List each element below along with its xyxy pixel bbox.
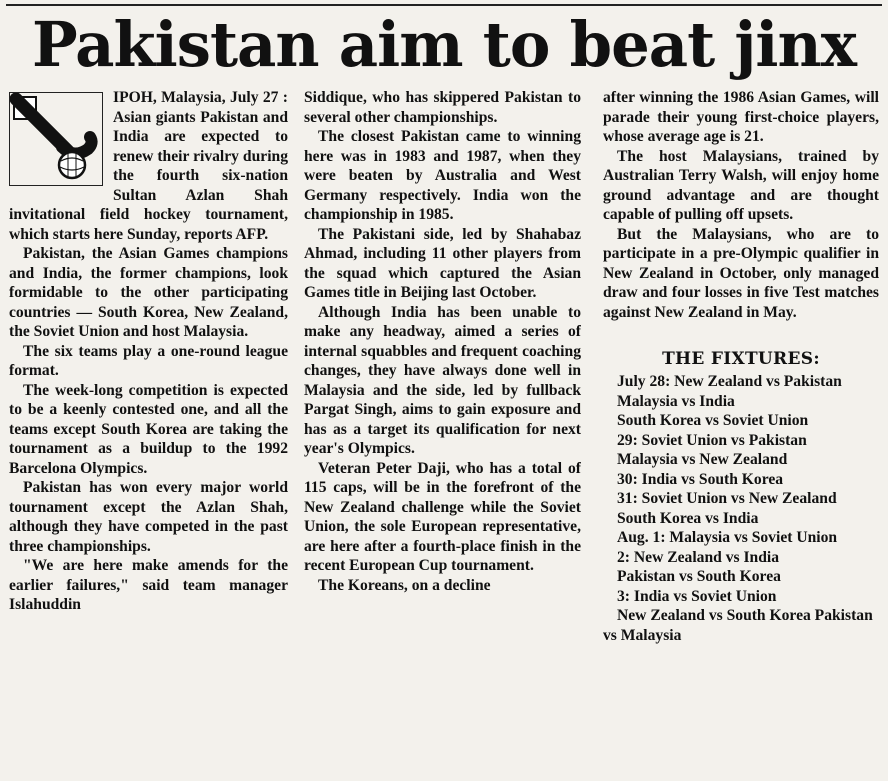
article-column-3 [603, 88, 879, 781]
fixtures-title: THE FIXTURES: [662, 349, 820, 369]
article-paragraph: Pakistan has won every major world tournament except the Azlan Shah, although they have competed in the past three championships. [9, 479, 288, 555]
article-paragraph: Veteran Peter Daji, who has a total of 115 caps, will be in the forefront of the New Zealand challenge while the Soviet Union, the sole European representative, are here after a fourth-place finish in the recent European Cup tournament. [304, 459, 581, 574]
fixture-line: July 28: New Zealand vs Pakistan [617, 373, 842, 390]
fixture-line: 29: Soviet Union vs Pakistan [617, 431, 807, 449]
article-paragraph: IPOH, Malaysia, July 27 : Asian giants Pakistan and India are expected to renew their rivalry during the fourth six-nation Sultan Azlan Shah invitational field hockey tournament, which starts here Sunday, reports AFP. [9, 89, 288, 243]
headline: Pakistan aim to beat jinx [32, 8, 856, 81]
article-paragraph: after winning the 1986 Asian Games, will parade their young first-choice players, whose average age is 21. [603, 89, 879, 145]
article-paragraph: The closest Pakistan came to winning here was in 1983 and 1987, when they were beaten by Australia and West Germany respectively. India won the championship in 1985. [304, 128, 581, 223]
fixture-line: 3: India vs Soviet Union [617, 587, 777, 605]
fixtures-list [603, 372, 879, 645]
article-paragraph: The Koreans, on a decline [318, 576, 491, 594]
hockey-stick-ball-icon [9, 92, 103, 186]
fixture-line: New Zealand vs South Korea Pakistan vs Malaysia [603, 607, 873, 644]
article-column-2 [304, 88, 581, 781]
fixture-line: 31: Soviet Union vs New Zealand [617, 490, 837, 507]
article-paragraph: Pakistan, the Asian Games champions and India, the former champions, look formidable to the other participating countries — South Korea, New Zealand, the Soviet Union and host Malaysia. [9, 245, 288, 340]
fixture-line: 30: India vs South Korea [617, 470, 784, 488]
article-paragraph: The week-long competition is expected to be a keenly contested one, and all the teams except South Korea are taking the tournament as a buildup to the 1992 Barcelona Olympics. [9, 381, 288, 477]
fixture-line: Malaysia vs India [617, 392, 735, 410]
article-paragraph: The six teams play a one-round league format. [9, 342, 288, 379]
article-paragraph: The host Malaysians, trained by Australian Terry Walsh, will enjoy home ground advantage and are thought capable of pulling off upsets. [603, 147, 879, 223]
article-paragraph: Siddique, who has skippered Pakistan to several other championships. [304, 89, 581, 126]
fixture-line: Pakistan vs South Korea [617, 568, 781, 585]
article-paragraph: The Pakistani side, led by Shahabaz Ahmad, including 11 other players from the squad which captured the Asian Games title in Beijing last October. [304, 225, 581, 301]
article-paragraph: Although India has been unable to make any headway, aimed a series of internal squabbles and frequent coaching changes, they have always done well in Malaysia and the side, led by fullback Pargat Singh, aims to gain exposure and has as a target its qualification for next year's Olympics. [304, 303, 581, 457]
article-paragraph: But the Malaysians, who are to participate in a pre-Olympic qualifier in New Zealand in October, only managed draw and four losses in five Test matches against New Zealand in May. [603, 225, 879, 321]
fixture-line: Aug. 1: Malaysia vs Soviet Union [617, 529, 838, 546]
article-column-1 [9, 88, 288, 781]
fixture-line: Malaysia vs New Zealand [617, 451, 788, 468]
fixture-line: South Korea vs Soviet Union [617, 412, 809, 429]
fixture-line: 2: New Zealand vs India [617, 548, 780, 566]
article-paragraph: "We are here make amends for the earlier failures," said team manager Islahuddin [9, 557, 288, 613]
fixture-line: South Korea vs India [617, 509, 759, 527]
